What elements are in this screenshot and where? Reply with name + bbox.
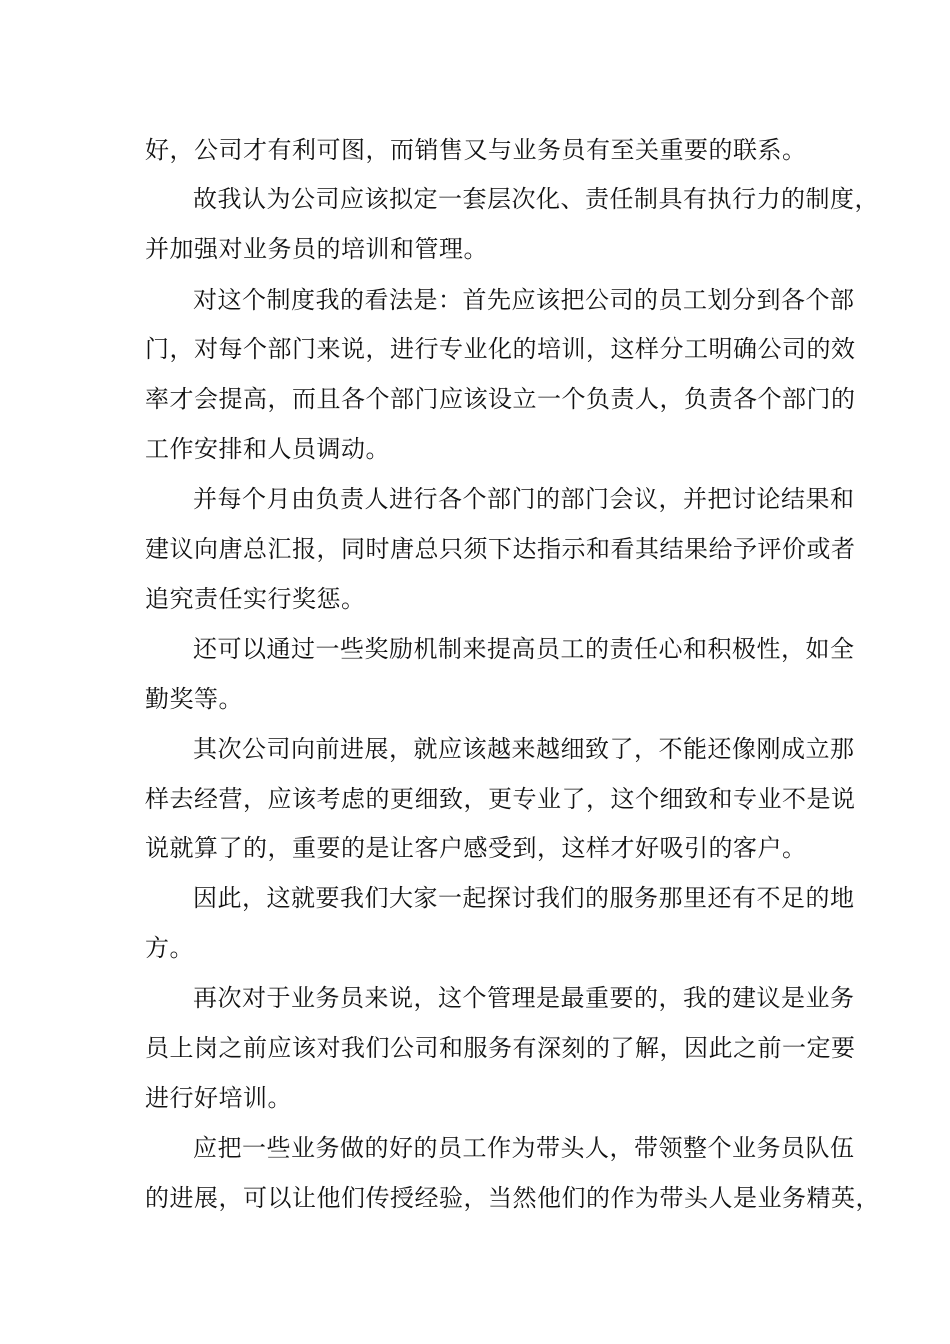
text-line: 并每个月由负责人进行各个部门的部门会议，并把讨论结果和 (193, 485, 855, 513)
text-line: 说就算了的，重要的是让客户感受到，这样才好吸引的客户。 (145, 834, 807, 862)
text-line: 对这个制度我的看法是：首先应该把公司的员工划分到各个部 (193, 286, 855, 314)
text-line: 追究责任实行奖惩。 (145, 585, 366, 613)
text-line: 并加强对业务员的培训和管理。 (145, 235, 488, 263)
text-line: 应把一些业务做的好的员工作为带头人，带领整个业务员队伍 (193, 1134, 855, 1162)
text-line: 员上岗之前应该对我们公司和服务有深刻的了解，因此之前一定要 (145, 1034, 856, 1062)
text-line: 门，对每个部门来说，进行专业化的培训，这样分工明确公司的效 (145, 335, 856, 363)
text-line: 样去经营，应该考虑的更细致，更专业了，这个细致和专业不是说 (145, 785, 856, 813)
text-line: 工作安排和人员调动。 (145, 435, 390, 463)
text-line: 因此，这就要我们大家一起探讨我们的服务那里还有不足的地 (193, 884, 855, 912)
text-line: 勤奖等。 (145, 685, 243, 713)
text-line: 再次对于业务员来说，这个管理是最重要的，我的建议是业务 (193, 984, 855, 1012)
text-line: 进行好培训。 (145, 1084, 292, 1112)
text-line: 率才会提高，而且各个部门应该设立一个负责人，负责各个部门的 (145, 385, 856, 413)
text-line: 方。 (145, 934, 194, 962)
text-line: 的进展，可以让他们传授经验，当然他们的作为带头人是业务精英， (145, 1184, 880, 1212)
text-line: 还可以通过一些奖励机制来提高员工的责任心和积极性，如全 (193, 635, 855, 663)
text-line: 好，公司才有利可图，而销售又与业务员有至关重要的联系。 (145, 136, 807, 164)
text-line: 建议向唐总汇报，同时唐总只须下达指示和看其结果给予评价或者 (145, 535, 856, 563)
text-line: 其次公司向前进展，就应该越来越细致了，不能还像刚成立那 (193, 735, 855, 763)
text-line: 故我认为公司应该拟定一套层次化、责任制具有执行力的制度， (193, 185, 879, 213)
